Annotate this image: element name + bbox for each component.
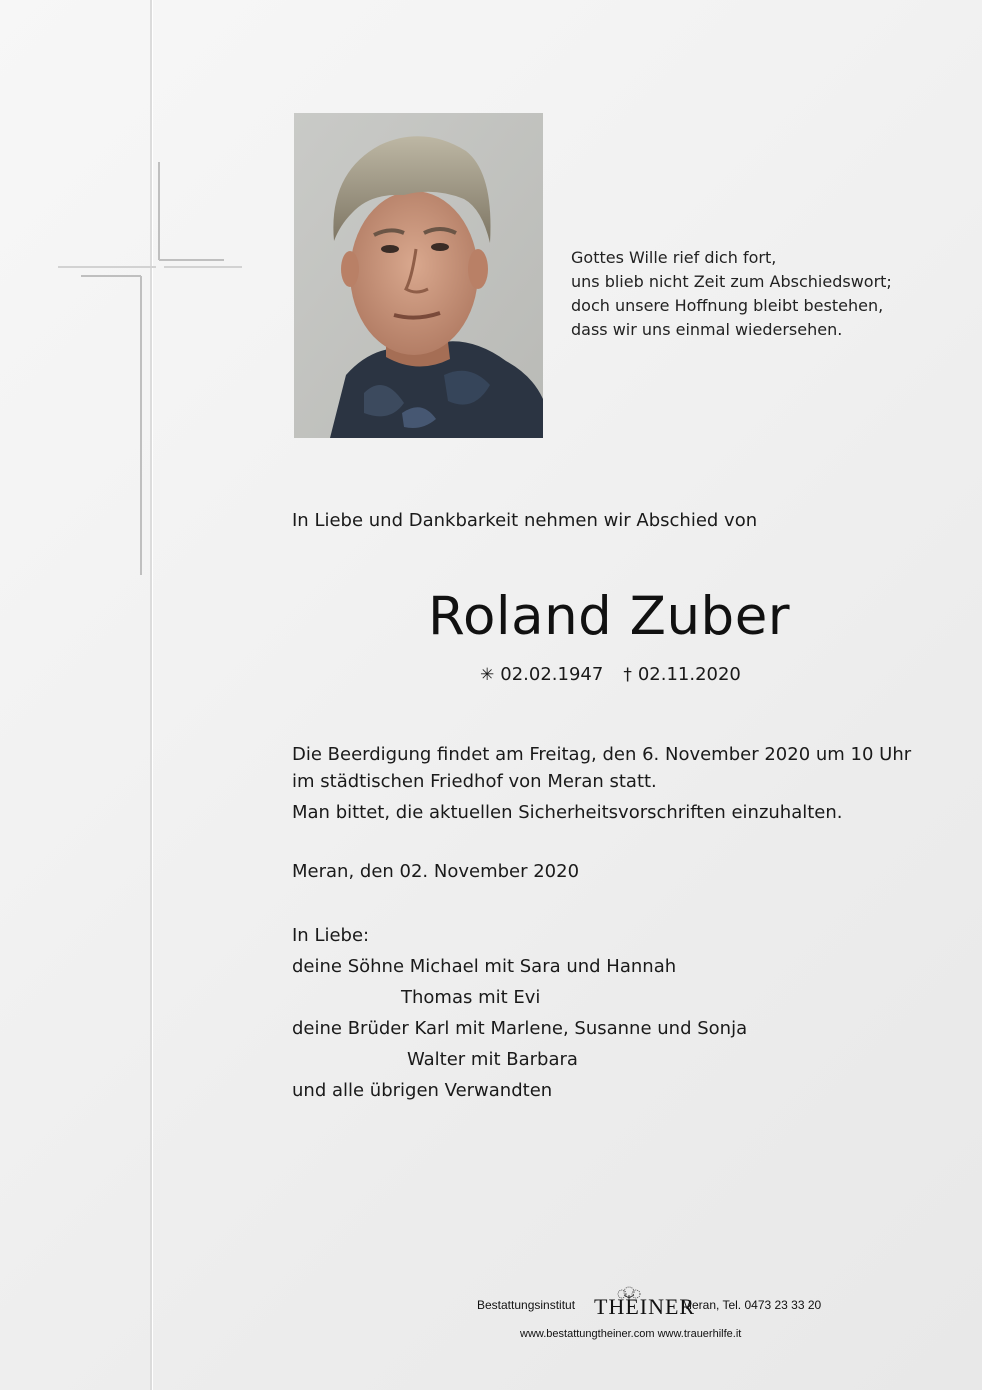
- intro-text: In Liebe und Dankbarkeit nehmen wir Abschied von: [292, 510, 758, 531]
- funeral-line: Man bittet, die aktuellen Sicherheitsvorschriften einzuhalten.: [292, 802, 843, 823]
- verse-line: uns blieb nicht Zeit zum Abschiedswort;: [571, 272, 892, 291]
- life-dates: [480, 662, 741, 688]
- deceased-name: Roland Zuber: [428, 586, 791, 647]
- mourners-line: Walter mit Barbara: [407, 1049, 578, 1070]
- mourners-line: und alle übrigen Verwandten: [292, 1080, 553, 1101]
- verse-block: [571, 246, 951, 342]
- website-links[interactable]: www.bestattungtheiner.com www.trauerhilfe.it: [520, 1328, 742, 1340]
- verse-line: Gottes Wille rief dich fort,: [571, 248, 777, 267]
- institute-label: Bestattungsinstitut: [477, 1298, 576, 1312]
- death-cross-icon: †: [623, 665, 632, 685]
- theiner-logo: [594, 1286, 696, 1319]
- funeral-line: Die Beerdigung findet am Freitag, den 6. November 2020 um 10 Uhr: [292, 744, 912, 765]
- funeral-line: im städtischen Friedhof von Meran statt.: [292, 771, 657, 792]
- verse-line: dass wir uns einmal wiedersehen.: [571, 320, 843, 339]
- contact-phone: Meran, Tel. 0473 23 33 20: [682, 1298, 822, 1312]
- funeral-home-footer: [470, 1286, 840, 1340]
- portrait-photo: [294, 113, 543, 438]
- place-and-date: Meran, den 02. November 2020: [292, 861, 580, 882]
- mourners-line: deine Brüder Karl mit Marlene, Susanne und Sonja: [292, 1018, 748, 1039]
- verse-line: doch unsere Hoffnung bleibt bestehen,: [571, 296, 884, 315]
- death-date: 02.11.2020: [637, 664, 741, 685]
- cross-icon: [56, 160, 244, 580]
- birth-date: 02.02.1947: [500, 664, 604, 685]
- mourners-line: In Liebe:: [292, 925, 370, 946]
- mourners-list: [292, 920, 932, 1106]
- birth-star-icon: ✳: [480, 665, 495, 685]
- logo-wordmark: THEINER: [594, 1294, 696, 1319]
- funeral-notice: [292, 741, 952, 826]
- mourners-line: deine Söhne Michael mit Sara und Hannah: [292, 956, 677, 977]
- mourners-line: Thomas mit Evi: [401, 987, 541, 1008]
